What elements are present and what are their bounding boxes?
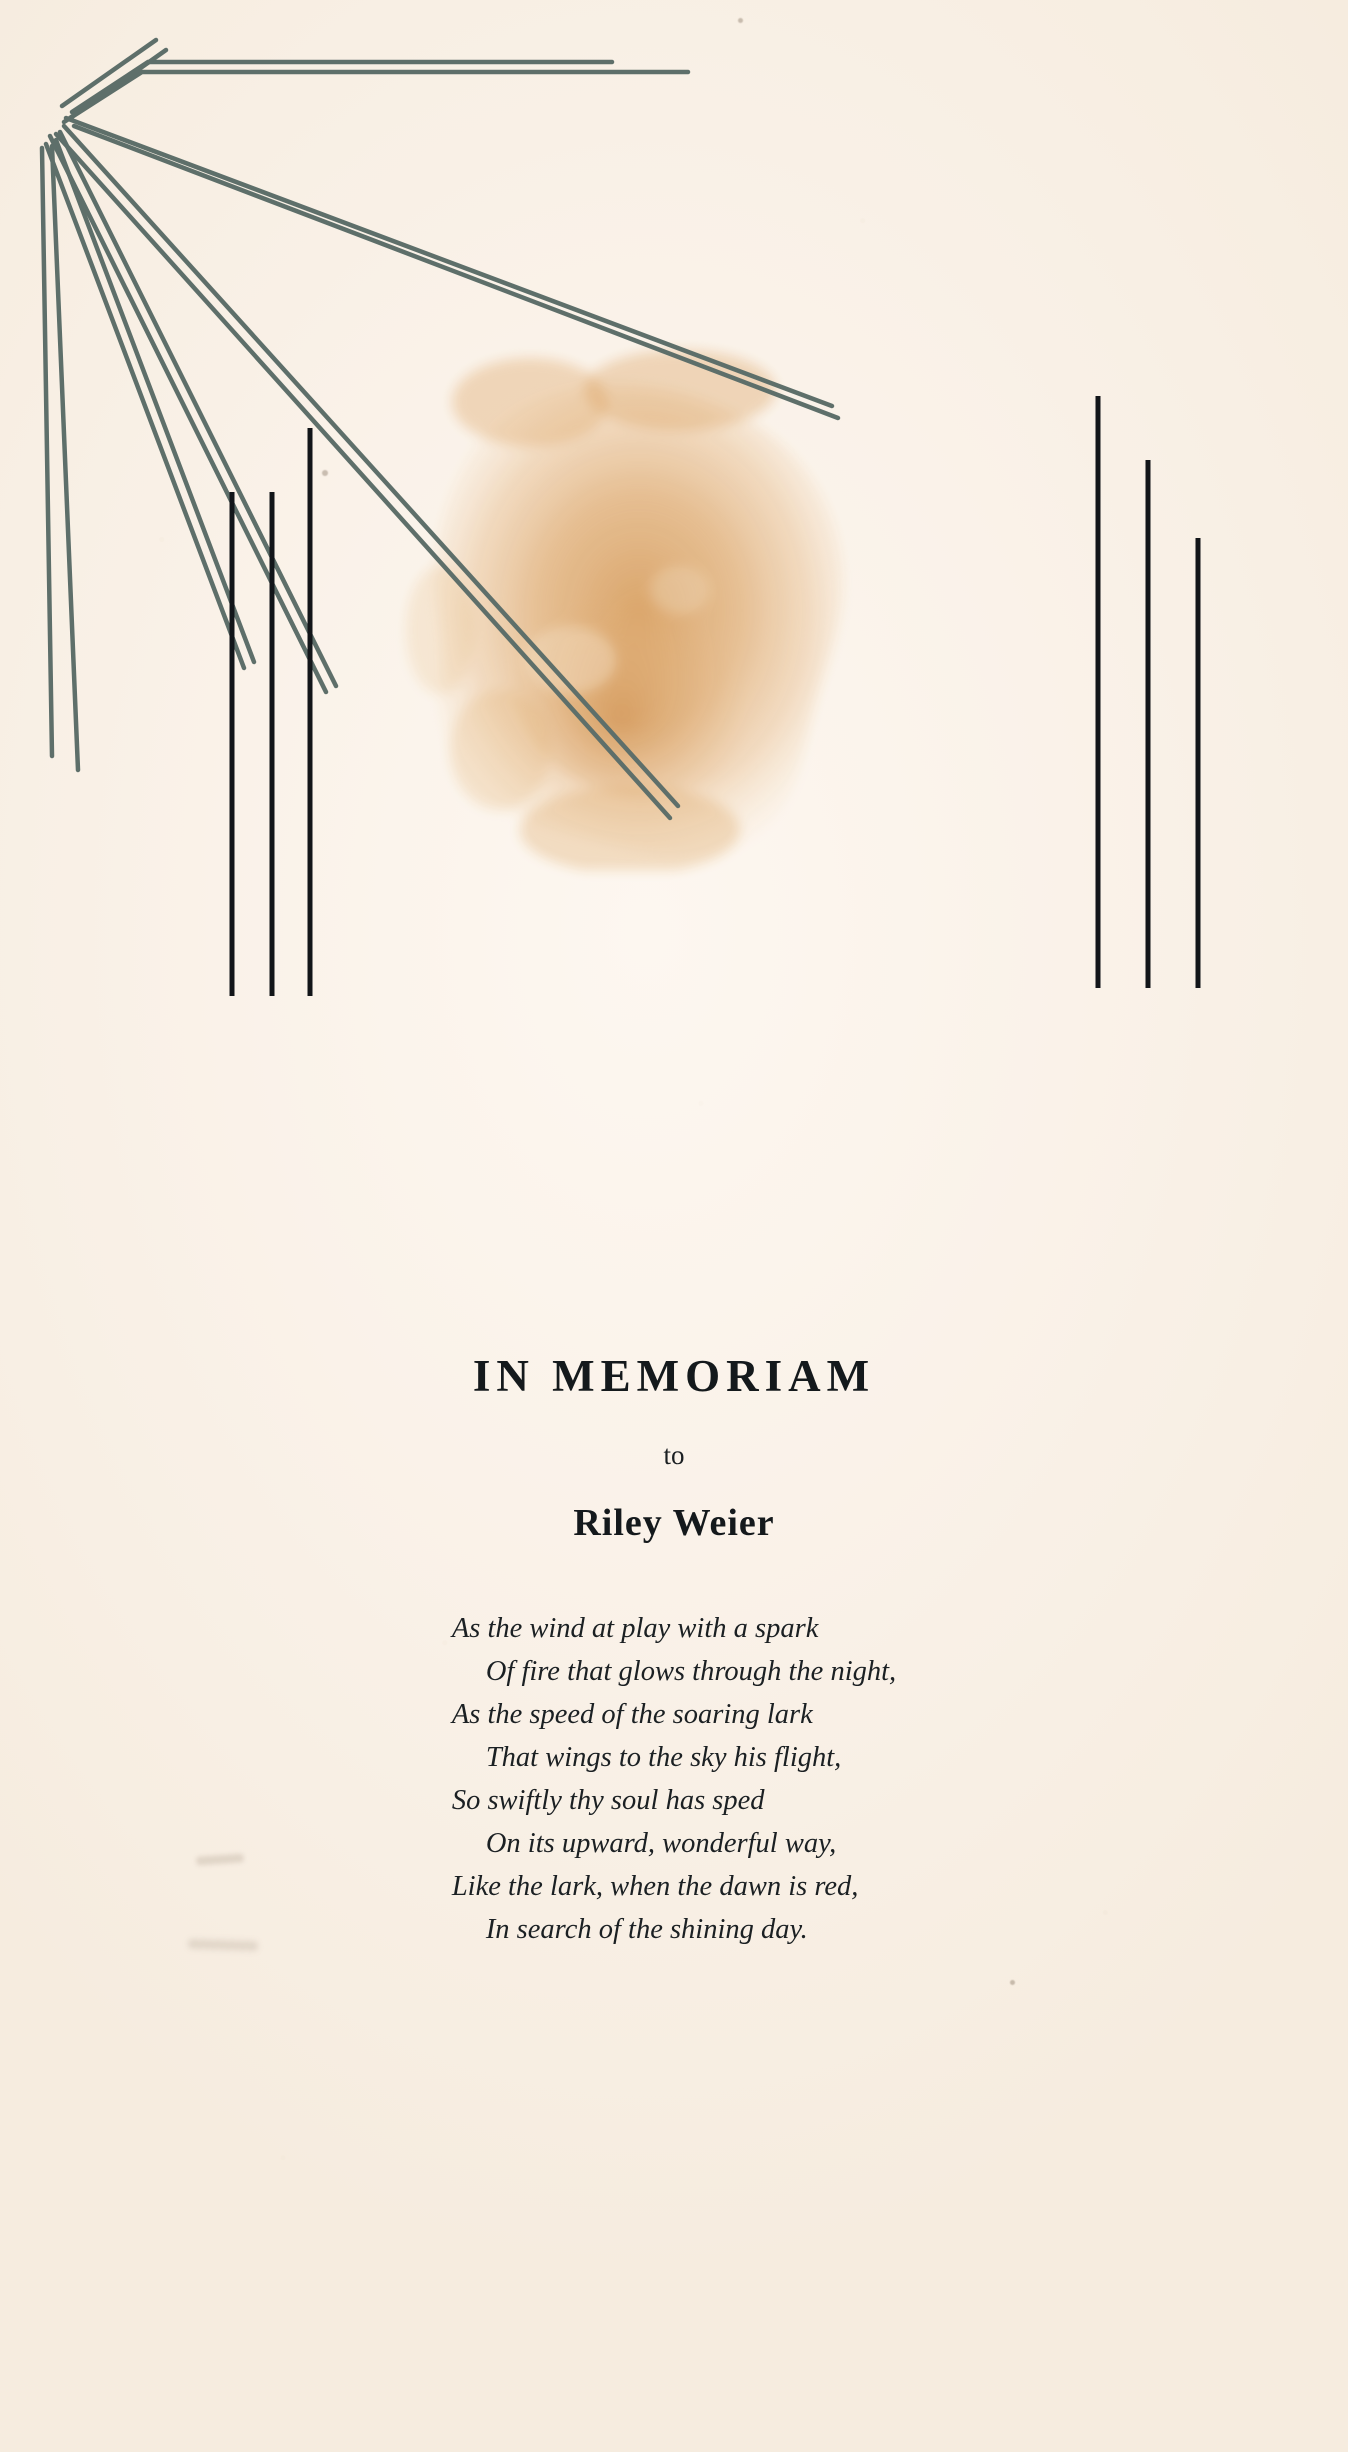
- dedicatee-name: Riley Weier: [573, 1502, 775, 1544]
- paper-speck: [322, 470, 328, 476]
- poem-line: That wings to the sky his flight,: [485, 1742, 842, 1773]
- memorial-content: [0, 1350, 1348, 1951]
- poem-line: Of fire that glows through the night,: [485, 1656, 897, 1687]
- poem-body: [452, 1607, 896, 1951]
- poem-line: As the wind at play with a spark: [451, 1613, 819, 1644]
- paper-speck: [1010, 1980, 1015, 1985]
- page-title: IN MEMORIAM: [472, 1351, 876, 1401]
- poem-line: Like the lark, when the dawn is red,: [451, 1871, 859, 1902]
- paper-speck: [738, 18, 743, 23]
- poem-line: As the speed of the soaring lark: [451, 1699, 813, 1730]
- poem-line: In search of the shining day.: [485, 1914, 808, 1945]
- poem-line: So swiftly thy soul has sped: [451, 1785, 765, 1816]
- poem-line: On its upward, wonderful way,: [485, 1828, 837, 1859]
- dedication-preposition: to: [663, 1440, 685, 1470]
